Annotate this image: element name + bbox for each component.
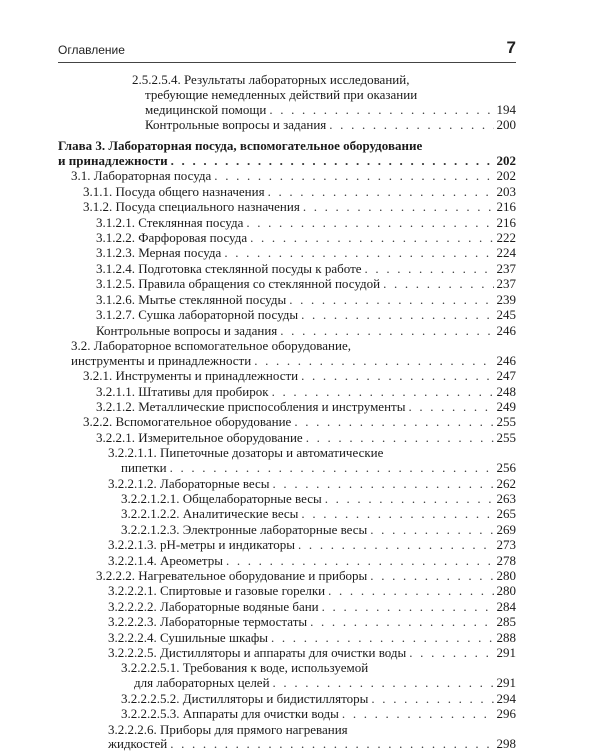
toc-entry-title: 3.2.2.1.2. Лабораторные весы	[108, 475, 270, 491]
toc-entry-page: 237	[496, 276, 516, 292]
toc-entry	[58, 584, 516, 599]
toc-entry	[58, 492, 516, 507]
toc-entry	[58, 415, 516, 430]
toc-entry-title: медицинской помощи	[145, 101, 267, 117]
toc-entry-title: 3.2.2.1.4. Ареометры	[108, 552, 223, 568]
toc-entry-title: 3.1.2.7. Сушка лабораторной посуды	[96, 307, 299, 323]
toc-entry-page: 200	[496, 117, 516, 133]
toc-entry	[58, 600, 516, 615]
toc-entry-page: 247	[496, 368, 516, 384]
toc-entry-title: 3.2.2.2.5. Дистилляторы и аппараты для очистки воды	[108, 645, 407, 661]
toc-entry-page: 222	[496, 230, 516, 246]
toc-entry	[58, 631, 516, 646]
toc-entry-page: 291	[496, 645, 516, 661]
toc-entry-title: 3.2.2.2.2. Лабораторные водяные бани	[108, 598, 319, 614]
toc-entry-page: 248	[496, 383, 516, 399]
toc-entry	[58, 231, 516, 246]
toc-entry-title: 3.2.2.2. Нагревательное оборудование и приборы	[96, 568, 368, 583]
toc-entry-title: 3.2.2.2.3. Лабораторные термостаты	[108, 614, 308, 630]
toc-entry	[58, 615, 516, 630]
toc-entry-page: 280	[496, 568, 516, 583]
toc-entry-page: 298	[496, 736, 516, 752]
toc-entry-title: 3.1.2.3. Мерная посуда	[96, 245, 222, 261]
toc-entry-page: 269	[496, 521, 516, 537]
toc-entry	[58, 216, 516, 231]
toc-entry-title: 3.2.2.2.6. Приборы для прямого нагревания	[108, 721, 348, 737]
toc-entry-title: 3.2.2.2.4. Сушильные шкафы	[108, 629, 268, 645]
toc-entry	[58, 554, 516, 569]
toc-entry-title: 3.2.1. Инструменты и принадлежности	[83, 368, 299, 384]
toc-entry	[58, 293, 516, 308]
toc-entry-title: 3.1.2.4. Подготовка стеклянной посуды к работе	[96, 260, 362, 276]
toc-entry	[58, 262, 516, 277]
section-title: Оглавление	[58, 43, 125, 57]
toc-entry	[58, 185, 516, 200]
toc-entry-title: Контрольные вопросы и задания	[96, 322, 278, 338]
toc-entry-title: инструменты и принадлежности	[71, 352, 252, 368]
toc-entry-page: 202	[496, 168, 516, 184]
toc-entry-title: жидкостей	[108, 736, 168, 752]
toc-entry-title: 3.2.2.1.2.1. Общелабораторные весы	[121, 490, 322, 506]
toc-entry	[58, 400, 516, 415]
toc-entry	[58, 446, 516, 476]
toc-entry	[58, 477, 516, 492]
toc-entry	[58, 661, 516, 691]
toc-entry-title: 3.2.1.2. Металлические приспособления и инструменты	[96, 399, 406, 415]
toc-entry-page: 255	[496, 429, 516, 445]
toc-entry-title: 2.5.2.5.4. Результаты лабораторных исследований,	[132, 72, 410, 87]
toc-entry-page: 203	[496, 183, 516, 199]
toc-entry	[58, 369, 516, 384]
toc-entry-page: 296	[496, 706, 516, 722]
toc-entry	[58, 73, 516, 118]
toc-entry-title: 3.2.2.2.5.2. Дистилляторы и бидистилляторы	[121, 690, 369, 706]
toc-entry-title: 3.2. Лабораторное вспомогательное оборудование,	[71, 337, 351, 353]
toc-entry-title: 3.1.2.1. Стеклянная посуда	[96, 214, 244, 230]
toc-entry	[58, 692, 516, 707]
toc-entry-title: 3.2.2.2.1. Спиртовые и газовые горелки	[108, 583, 326, 599]
toc-entry-page: 280	[496, 583, 516, 599]
toc-entry-title: 3.2.2.1.2.2. Аналитические весы	[121, 506, 299, 522]
toc-entry-page: 256	[496, 460, 516, 476]
toc-entry-title: 3.1. Лабораторная посуда	[71, 168, 212, 184]
toc-entry-title: пипетки	[121, 460, 167, 476]
toc-entry-page: 239	[496, 291, 516, 307]
table-of-contents	[58, 73, 516, 753]
toc-entry-page: 288	[496, 629, 516, 645]
toc-entry	[58, 339, 516, 369]
toc-entry-title: 3.1.2.2. Фарфоровая посуда	[96, 230, 248, 246]
toc-entry-title: 3.2.2.1.1. Пипеточные дозаторы и автоматические	[108, 445, 384, 461]
toc-entry-page: 224	[496, 245, 516, 261]
toc-entry	[58, 308, 516, 323]
toc-entry-page: 263	[496, 490, 516, 506]
toc-entry-page: 246	[496, 352, 516, 368]
toc-entry	[58, 431, 516, 446]
toc-entry-page: 249	[496, 399, 516, 415]
toc-entry-page: 273	[496, 537, 516, 553]
toc-entry	[58, 277, 516, 292]
toc-entry-page: 294	[496, 690, 516, 706]
toc-entry-page: 285	[496, 614, 516, 630]
toc-entry-page: 194	[496, 101, 516, 117]
toc-entry-title: 3.2.2.1.2.3. Электронные лабораторные весы	[121, 521, 368, 537]
toc-entry-page: 284	[496, 598, 516, 614]
toc-entry	[58, 707, 516, 722]
toc-entry-title: Контрольные вопросы и задания	[145, 117, 327, 133]
toc-entry-page: 216	[496, 199, 516, 215]
toc-entry	[58, 169, 516, 184]
toc-entry-page: 245	[496, 307, 516, 323]
toc-entry-title: требующие немедленных действий при оказании	[145, 86, 418, 102]
toc-entry-page: 278	[496, 552, 516, 568]
toc-entry	[58, 523, 516, 538]
toc-entry	[58, 507, 516, 522]
toc-entry	[58, 569, 516, 584]
toc-entry-page: 216	[496, 214, 516, 230]
toc-entry-title: Глава 3. Лабораторная посуда, вспомогательное оборудование	[58, 138, 423, 154]
toc-entry	[58, 324, 516, 339]
toc-entry	[58, 385, 516, 400]
toc-entry	[58, 118, 516, 133]
toc-entry	[58, 646, 516, 661]
toc-entry-title: 3.2.2.1.3. pH-метры и индикаторы	[108, 537, 296, 553]
toc-entry-page: 202	[496, 153, 516, 169]
toc-entry-title: 3.2.1.1. Штативы для пробирок	[96, 383, 269, 399]
toc-entry-title: 3.2.2.2.5.3. Аппараты для очистки воды	[121, 706, 339, 722]
toc-entry-title: для лабораторных целей	[134, 675, 270, 691]
toc-entry-page: 265	[496, 506, 516, 522]
toc-entry-title: 3.2.2. Вспомогательное оборудование	[83, 414, 292, 430]
toc-chapter-entry	[58, 139, 516, 169]
toc-entry-page: 237	[496, 260, 516, 276]
toc-entry	[58, 723, 516, 753]
toc-entry-title: 3.2.2.1. Измерительное оборудование	[96, 429, 303, 445]
toc-entry-page: 291	[496, 675, 516, 691]
toc-entry-title: 3.2.2.2.5.1. Требования к воде, используемой	[121, 660, 369, 676]
toc-entry-title: 3.1.2.5. Правила обращения со стеклянной посудой	[96, 276, 381, 292]
toc-entry-title: 3.1.2. Посуда специального назначения	[83, 199, 300, 215]
toc-entry	[58, 200, 516, 215]
page-header	[58, 40, 516, 63]
toc-entry-page: 255	[496, 414, 516, 430]
toc-entry	[58, 246, 516, 261]
toc-entry-title: 3.1.1. Посуда общего назначения	[83, 183, 265, 199]
toc-entry-title: и принадлежности	[58, 153, 168, 169]
toc-entry-page: 262	[496, 475, 516, 491]
page-number: 7	[506, 38, 516, 57]
toc-entry-title: 3.1.2.6. Мытье стеклянной посуды	[96, 291, 287, 307]
toc-entry-page: 246	[496, 322, 516, 338]
toc-entry	[58, 538, 516, 553]
